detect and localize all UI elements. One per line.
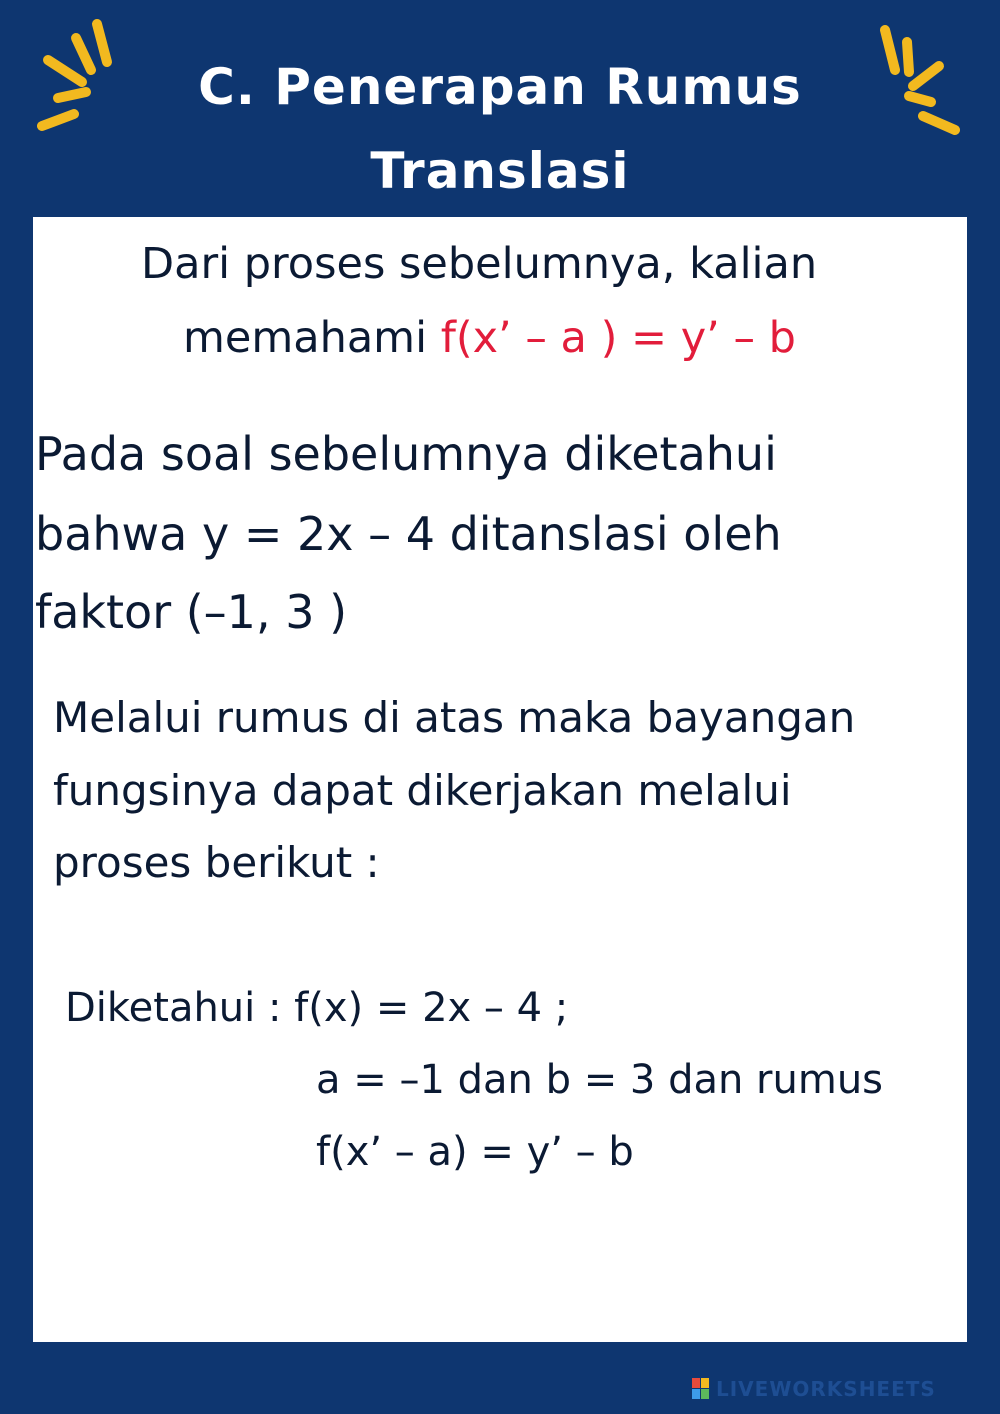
problem-line: Pada soal sebelumnya diketahui [35,427,777,481]
intro-text: memahami [183,313,441,363]
content-card [33,217,967,1342]
known-line: f(x’ – a) = y’ – b [316,1129,634,1175]
intro-line-formula [183,313,796,363]
problem-line: faktor (–1, 3 ) [35,585,348,639]
watermark: LIVEWORKSHEETS [716,1377,936,1401]
method-line: proses berikut : [53,838,380,887]
known-line: a = –1 dan b = 3 dan rumus [316,1057,884,1103]
problem-line: bahwa y = 2x – 4 ditanslasi oleh [35,507,782,561]
liveworksheets-logo-icon [692,1378,710,1400]
method-line: fungsinya dapat dikerjakan melalui [53,766,792,815]
intro-line: Dari proses sebelumnya, kalian [141,239,818,289]
known-line: Diketahui : f(x) = 2x – 4 ; [65,985,569,1031]
translation-formula: f(x’ – a ) = y’ – b [440,313,796,363]
page-title: C. Penerapan Rumus [198,58,802,116]
method-line: Melalui rumus di atas maka bayangan [53,693,856,742]
page-title-line2: Translasi [370,142,630,200]
